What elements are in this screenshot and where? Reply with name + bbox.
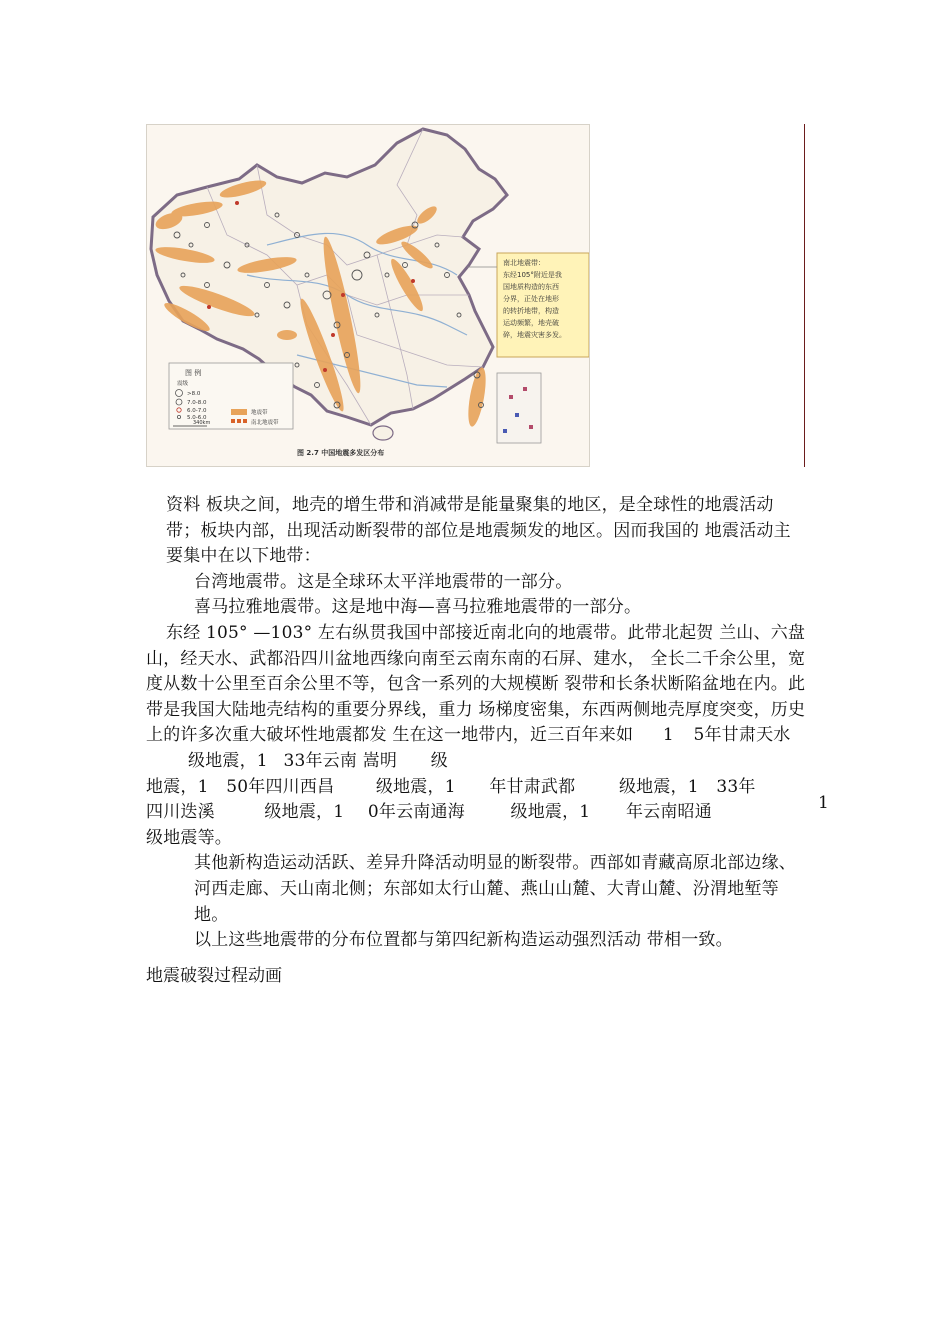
nsb-text: 年云南昭通 — [625, 802, 712, 823]
map-legend — [169, 363, 293, 429]
nsb-text: 33年 — [716, 776, 756, 797]
animation-link-label[interactable]: 地震破裂过程动画 — [146, 966, 282, 986]
nsb-text: 级地震，1 — [188, 750, 268, 771]
earthquake-zone-map — [146, 124, 590, 467]
paragraph-other-faults: 其他新构造运动活跃、差异升降活动明显的断裂带。西部如青藏高原北部边缘、河西走廊、天山南北侧；东部如太行山麓、燕山山麓、大青山麓、汾渭地堑等地。 — [194, 853, 796, 925]
callout-line: 国地质构造的东西 — [503, 283, 559, 291]
china-map-svg — [147, 125, 589, 466]
paragraph-taiwan: 台湾地震带。这是全球环太平洋地震带的一部分。 — [194, 571, 573, 592]
legend-title: 图 例 — [185, 369, 202, 377]
callout-line: 运动频繁，地壳破 — [503, 319, 559, 327]
callout-line: 碎，地震灾害多发。 — [503, 331, 566, 339]
callout-box — [497, 253, 589, 357]
nsb-text: 5年甘肃天水 — [693, 725, 791, 746]
callout-line: 南北地震带： — [503, 259, 545, 267]
nsb-text: 1 — [662, 725, 674, 746]
nsb-text: 级地震，1 — [618, 776, 699, 797]
paragraph-north-south — [146, 621, 806, 851]
nsb-text: 四川迭溪 — [146, 802, 215, 823]
figure-caption: 图 2.7 中国地震多发区分布 — [297, 449, 385, 457]
legend-item: >8.0 — [187, 391, 201, 397]
legend-zone-label: 南北地震带 — [251, 420, 279, 426]
nsb-text: 50年四川西昌 — [226, 776, 335, 797]
nsb-text: 33年云南 嵩明 — [283, 750, 398, 771]
callout-line: 分界，正处在地形 — [503, 295, 559, 303]
south-sea-inset — [497, 373, 541, 443]
callout-line: 的转折地带，构造 — [503, 307, 559, 315]
vertical-rule — [804, 124, 805, 467]
nsb-text: 0年云南通海 — [367, 802, 465, 823]
paragraph-conclusion: 以上这些地震带的分布位置都与第四纪新构造运动强烈活动 带相一致。 — [194, 930, 733, 951]
hainan-island — [373, 426, 393, 440]
paragraph-himalaya: 喜马拉雅地震带。这是地中海—喜马拉雅地震带的一部分。 — [194, 597, 642, 618]
paragraph-intro: 资料 板块之间，地壳的增生带和消减带是能量聚集的地区，是全球性的地震活动带；板块内部，出现活动断裂带的部位是地震频发的地区。因而我国的 地震活动主要集中在以下地带： — [166, 495, 791, 567]
callout-line: 东经105°附近是我 — [503, 271, 562, 279]
legend-zone-label: 地震带 — [251, 410, 268, 416]
body-text — [146, 493, 806, 954]
legend-item: 5.0-6.0 — [187, 415, 207, 421]
nsb-text: 级地震等。 — [146, 827, 232, 848]
north-south-text: 东经 105° —103° 左右纵贯我国中部接近南北向的地震带。此带北起贺 兰山、六盘山，经天水、武都沿四川盆地西缘向南至云南东南的石屏、建水， 全长二千余公里，宽度从数十公里至百余公里不等，包含一系列的大规模断 裂带和长条状断陷盆地在内。此带是我国大陆地壳结构的重要分界线，重力 场梯度密集，东西两侧地壳厚度突变，历史上的许多次重大破坏性地震都发 生在这一地带内，近三百年来如 — [146, 622, 806, 746]
nsb-text: 年甘肃武都 — [489, 776, 576, 797]
nsb-text: 级地震，1 — [264, 802, 345, 823]
nsb-text: 级地震，1 — [375, 776, 456, 797]
nsb-text: 级地震，1 — [510, 802, 591, 823]
nsb-text: 级 — [430, 750, 448, 771]
stray-digit: 1 — [818, 793, 829, 813]
nsb-text: 地震，1 — [146, 776, 209, 797]
legend-item: 6.0-7.0 — [187, 408, 207, 414]
scale-bar-label: 340km — [193, 420, 211, 426]
legend-scale-label: 震级 — [177, 381, 189, 387]
legend-item: 7.0-8.0 — [187, 400, 207, 406]
